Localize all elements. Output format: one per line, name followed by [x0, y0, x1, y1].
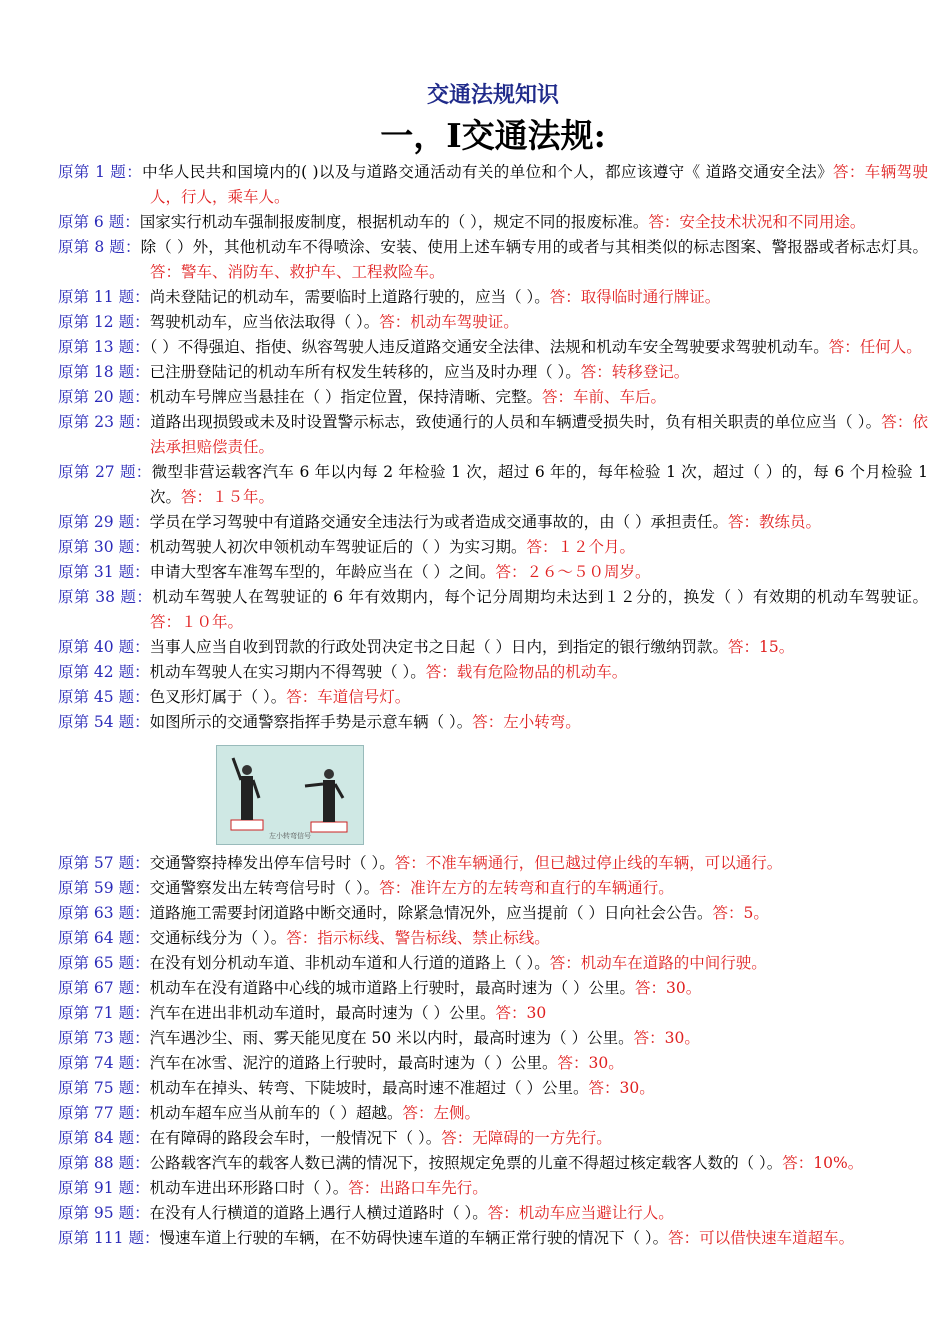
question-text: 已注册登陆记的机动车所有权发生转移的，应当及时办理（ ）。	[149, 363, 581, 381]
figure-caption: 左小转弯信号	[269, 832, 311, 840]
question-item	[58, 210, 928, 235]
question-label: 原第 29 题：	[58, 513, 150, 531]
question-label: 原第 67 题：	[58, 979, 150, 997]
question-text: 申请大型客车准驾车型的，年龄应当在（ ）之间。	[149, 563, 496, 581]
question-text: 慢速车道上行驶的车辆，在不妨碍快速车道的车辆正常行驶的情况下（ ）。	[159, 1229, 669, 1247]
question-label: 原第 8 题：	[58, 238, 141, 256]
question-label: 原第 42 题：	[58, 663, 150, 681]
question-label: 原第 45 题：	[58, 688, 150, 706]
question-answer: 答：左小转弯。	[472, 713, 581, 731]
question-text: 机动驾驶人初次申领机动车驾驶证后的（ ）为实习期。	[149, 538, 527, 556]
question-item	[58, 1001, 928, 1026]
question-item	[58, 335, 928, 360]
question-label: 原第 73 题：	[58, 1029, 150, 1047]
question-answer: 答：可以借快速车道超车。	[668, 1229, 855, 1247]
question-answer: 答：转移登记。	[580, 363, 690, 381]
question-item	[58, 1051, 928, 1076]
question-text: 在有障碍的路段会车时，一般情况下（ ）。	[149, 1129, 442, 1147]
question-answer: 答：30。	[635, 979, 702, 997]
question-answer: 答：不准车辆通行，但已越过停止线的车辆，可以通行。	[394, 854, 783, 872]
question-label: 原第 77 题：	[58, 1104, 150, 1122]
document-title: 交通法规知识	[426, 82, 559, 108]
question-text: 在没有人行横道的道路上遇行人横过道路时（ ）。	[149, 1204, 488, 1222]
question-label: 原第 27 题：	[58, 463, 152, 481]
question-item	[58, 510, 928, 535]
question-label: 原第 13 题：	[58, 338, 150, 356]
question-answer: 答：车辆驾驶人，行人，乘车人。	[150, 163, 928, 206]
traffic-police-gesture-image	[216, 745, 364, 845]
question-text: 道路施工需要封闭道路中断交通时，除紧急情况外，应当提前（ ）日向社会公告。	[149, 904, 713, 922]
question-text: 机动车在没有道路中心线的城市道路上行驶时，最高时速为（ ）公里。	[149, 979, 636, 997]
question-answer: 答：机动车驾驶证。	[379, 313, 519, 331]
question-list	[58, 160, 928, 735]
question-item	[58, 901, 928, 926]
question-label: 原第 1 题：	[58, 163, 143, 181]
question-answer: 答：30。	[588, 1079, 655, 1097]
question-item	[58, 1126, 928, 1151]
section-heading: 一，Ⅰ交通法规:	[380, 116, 606, 155]
question-text: 尚未登陆记的机动车，需要临时上道路行驶的，应当（ ）。	[149, 288, 550, 306]
question-text: 交通标线分为（ ）。	[149, 929, 287, 947]
question-label: 原第 95 题：	[58, 1204, 150, 1222]
question-answer: 答：机动车在道路的中间行驶。	[549, 954, 767, 972]
question-answer: 答：10%。	[782, 1154, 864, 1172]
question-answer: 答：载有危险物品的机动车。	[425, 663, 628, 681]
question-text: 学员在学习驾驶中有道路交通安全违法行为或者造成交通事故的，由（ ）承担责任。	[149, 513, 729, 531]
question-label: 原第 20 题：	[58, 388, 150, 406]
question-answer: 答：车前、车后。	[542, 388, 667, 406]
question-list-2	[58, 851, 928, 1251]
police-gesture-illustration	[217, 746, 363, 844]
question-item	[58, 851, 928, 876]
question-answer: 答：取得临时通行牌证。	[549, 288, 721, 306]
question-item	[58, 926, 928, 951]
question-label: 原第 111 题：	[58, 1229, 160, 1247]
question-label: 原第 59 题：	[58, 879, 150, 897]
question-item	[58, 1201, 928, 1226]
question-label: 原第 30 题：	[58, 538, 150, 556]
question-item	[58, 710, 928, 735]
question-item	[58, 310, 928, 335]
question-item	[58, 685, 928, 710]
question-answer: 答：30。	[633, 1029, 700, 1047]
question-label: 原第 65 题：	[58, 954, 150, 972]
question-text: 机动车驾驶人在实习期内不得驾驶（ ）。	[149, 663, 426, 681]
question-label: 原第 38 题：	[58, 588, 153, 606]
question-text: 当事人应当自收到罚款的行政处罚决定书之日起（ ）日内，到指定的银行缴纳罚款。	[149, 638, 729, 656]
question-answer: 答：１２个月。	[526, 538, 636, 556]
question-label: 原第 63 题：	[58, 904, 150, 922]
question-item	[58, 1226, 928, 1251]
question-item	[58, 285, 928, 310]
question-label: 原第 71 题：	[58, 1004, 150, 1022]
question-label: 原第 12 题：	[58, 313, 150, 331]
question-label: 原第 23 题：	[58, 413, 151, 431]
question-answer: 答：30	[495, 1004, 547, 1022]
question-item	[58, 535, 928, 560]
question-label: 原第 64 题：	[58, 929, 150, 947]
question-answer: 答：指示标线、警告标线、禁止标线。	[286, 929, 550, 947]
question-item	[58, 160, 928, 210]
document-page	[58, 78, 928, 1251]
question-item	[58, 410, 928, 460]
question-text: 色叉形灯属于（ ）。	[149, 688, 287, 706]
question-text: 机动车超车应当从前车的（ ）超越。	[149, 1104, 403, 1122]
question-answer: 答：教练员。	[728, 513, 822, 531]
question-item	[58, 660, 928, 685]
question-answer: 答：30。	[557, 1054, 624, 1072]
question-label: 原第 54 题：	[58, 713, 150, 731]
question-text: 交通警察持棒发出停车信号时（ ）。	[149, 854, 395, 872]
question-answer: 答：依法承担赔偿责任。	[150, 413, 928, 456]
question-item	[58, 235, 928, 285]
question-label: 原第 18 题：	[58, 363, 150, 381]
question-label: 原第 91 题：	[58, 1179, 150, 1197]
question-label: 原第 31 题：	[58, 563, 150, 581]
question-text: 公路载客汽车的载客人数已满的情况下，按照规定免票的儿童不得超过核定载客人数的（ ）。	[149, 1154, 783, 1172]
question-answer: 答：左侧。	[402, 1104, 481, 1122]
question-label: 原第 88 题：	[58, 1154, 150, 1172]
question-text: 国家实行机动车强制报废制度，根据机动车的（ ），规定不同的报废标准。	[139, 213, 649, 231]
question-text: 道路出现损毁或未及时设置警示标志，致使通行的人员和车辆遭受损失时，负有相关职责的单位应当（ ）。	[150, 413, 882, 431]
question-text: 交通警察发出左转弯信号时（ ）。	[149, 879, 380, 897]
question-answer: 答：机动车应当避让行人。	[487, 1204, 674, 1222]
question-item	[58, 1151, 928, 1176]
question-item	[58, 360, 928, 385]
question-item	[58, 1176, 928, 1201]
question-item	[58, 1076, 928, 1101]
question-item	[58, 1101, 928, 1126]
question-answer: 答：任何人。	[828, 338, 922, 356]
question-label: 原第 40 题：	[58, 638, 150, 656]
question-item	[58, 560, 928, 585]
question-label: 原第 84 题：	[58, 1129, 150, 1147]
question-text: 驾驶机动车，应当依法取得（ ）。	[149, 313, 380, 331]
question-text: 汽车在进出非机动车道时，最高时速为（ ）公里。	[149, 1004, 496, 1022]
question-item	[58, 460, 928, 510]
question-text: 在没有划分机动车道、非机动车道和人行道的道路上（ ）。	[149, 954, 550, 972]
question-answer: 答：15。	[728, 638, 795, 656]
question-text: 除（ ）外，其他机动车不得喷涂、安装、使用上述车辆专用的或者与其相类似的标志图案、警报器或者标志灯具。	[140, 238, 929, 256]
question-text: 机动车在掉头、转弯、下陡坡时，最高时速不准超过（ ）公里。	[149, 1079, 589, 1097]
question-answer: 答：警车、消防车、救护车、工程救险车。	[150, 263, 445, 281]
question-item	[58, 876, 928, 901]
question-item	[58, 976, 928, 1001]
question-label: 原第 75 题：	[58, 1079, 150, 1097]
question-answer: 答：出路口车先行。	[348, 1179, 488, 1197]
question-answer: 答：5。	[712, 904, 769, 922]
question-answer: 答：车道信号灯。	[286, 688, 411, 706]
question-answer: 答：１５年。	[181, 488, 275, 506]
question-item	[58, 635, 928, 660]
question-text: 机动车进出环形路口时（ ）。	[149, 1179, 349, 1197]
question-item	[58, 385, 928, 410]
question-text: （ ）不得强迫、指使、纵容驾驶人违反道路交通安全法律、法规和机动车安全驾驶要求驾驶机动车。	[149, 338, 829, 356]
question-text: 中华人民共和国境内的( )以及与道路交通活动有关的单位和个人，都应该遵守《 道路交通安全法》	[142, 163, 833, 181]
question-text: 机动车驾驶人在驾驶证的 6 年有效期内，每个记分周期均未达到１２分的，换发（ ）有效期的机动车驾驶证。	[152, 588, 928, 606]
question-item	[58, 1026, 928, 1051]
question-answer: 答：准许左方的左转弯和直行的车辆通行。	[379, 879, 674, 897]
question-item	[58, 585, 928, 635]
question-text: 汽车遇沙尘、雨、雾天能见度在 50 米以内时，最高时速为（ ）公里。	[149, 1029, 634, 1047]
question-text: 汽车在冰雪、泥泞的道路上行驶时，最高时速为（ ）公里。	[149, 1054, 558, 1072]
question-text: 机动车号牌应当悬挂在（ ）指定位置，保持清晰、完整。	[149, 388, 543, 406]
question-answer: 答：２６～５０周岁。	[495, 563, 651, 581]
question-text: 微型非营运载客汽车 6 年以内每 2 年检验 1 次，超过 6 年的，每年检验 1 次，超过（ ）的，每 6 个月检验 1 次。	[150, 463, 929, 506]
question-label: 原第 57 题：	[58, 854, 150, 872]
question-text: 如图所示的交通警察指挥手势是示意车辆（ ）。	[149, 713, 473, 731]
question-answer: 答：无障碍的一方先行。	[441, 1129, 612, 1147]
question-label: 原第 6 题：	[58, 213, 140, 231]
question-item	[58, 951, 928, 976]
question-label: 原第 11 题：	[58, 288, 150, 306]
question-answer: 答：安全技术状况和不同用途。	[648, 213, 866, 231]
question-answer: 答：１０年。	[150, 613, 244, 631]
question-label: 原第 74 题：	[58, 1054, 150, 1072]
